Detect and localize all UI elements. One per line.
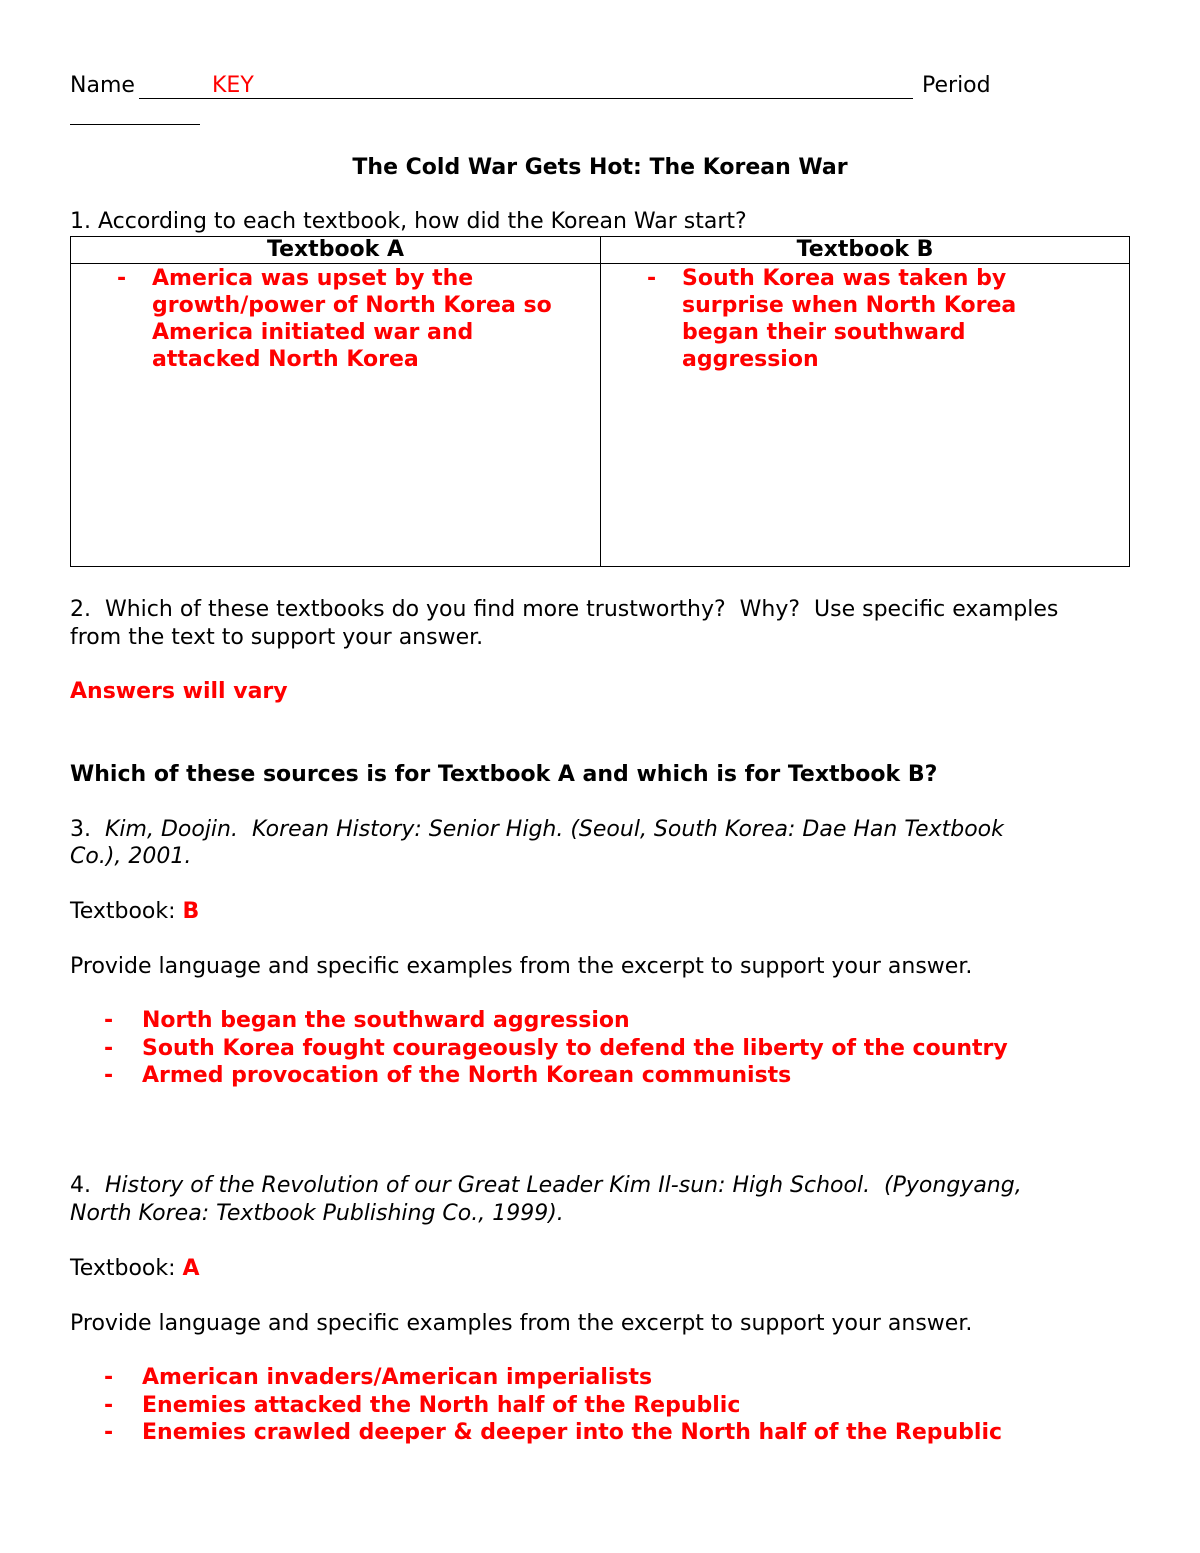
- q4-textbook-line: [70, 1255, 200, 1282]
- q3-citation-line2: Co.), 2001.: [70, 844, 192, 869]
- name-label: Name: [70, 73, 135, 98]
- list-item: - American invaders/American imperialists: [104, 1365, 653, 1390]
- list-item: - Armed provocation of the North Korean communists: [104, 1063, 792, 1088]
- table-cell-textbook-a: [71, 264, 601, 567]
- dash-bullet: -: [647, 266, 657, 291]
- q2-prompt-line1: 2. Which of these textbooks do you find more trustworthy? Why? Use specific examples: [70, 597, 1059, 622]
- page-title: The Cold War Gets Hot: The Korean War: [352, 155, 848, 180]
- answer-textbook-b: [601, 265, 1087, 373]
- q2-prompt-line2: from the text to support your answer.: [70, 625, 484, 650]
- q2-answer: Answers will vary: [70, 679, 288, 704]
- q1-prompt: 1. According to each textbook, how did the Korean War start?: [70, 209, 747, 234]
- q4-number: 4.: [70, 1173, 91, 1198]
- q3-textbook-label: Textbook:: [70, 899, 183, 924]
- list-item: - Enemies crawled deeper & deeper into the North half of the Republic: [104, 1420, 1003, 1445]
- q4-citation-line1: [70, 1172, 1022, 1199]
- table-header-textbook-b: Textbook B: [601, 237, 1130, 264]
- answer-text: America was upset by the growth/power of North Korea so America initiated war and attacked North Korea: [152, 266, 552, 372]
- list-item: - Enemies attacked the North half of the Republic: [104, 1392, 741, 1418]
- table-cell-textbook-b: [601, 264, 1130, 567]
- q3-citation-line1: [70, 816, 1004, 843]
- sources-heading: Which of these sources is for Textbook A and which is for Textbook B?: [70, 762, 938, 787]
- q4-provide-prompt: Provide language and specific examples from the excerpt to support your answer.: [70, 1311, 973, 1336]
- q4-textbook-label: Textbook:: [70, 1256, 183, 1281]
- list-item: - South Korea fought courageously to defend the liberty of the country: [104, 1035, 1008, 1061]
- answer-textbook-a: [71, 265, 557, 373]
- answer-text: South Korea was taken by surprise when North Korea began their southward aggression: [682, 266, 1017, 372]
- q3-citation: Kim, Doojin. Korean History: Senior High. (Seoul, South Korea: Dae Han Textbook: [105, 817, 1004, 842]
- q3-answer-list: [104, 1007, 1008, 1090]
- q4-answer-list: [104, 1364, 1002, 1447]
- name-underline: [139, 98, 913, 99]
- q4-citation: History of the Revolution of our Great Leader Kim Il-sun: High School. (Pyongyang,: [105, 1173, 1022, 1198]
- dash-bullet: -: [117, 266, 127, 291]
- table-header-textbook-a: Textbook A: [71, 237, 601, 264]
- name-value: KEY: [212, 73, 254, 98]
- q3-textbook-line: [70, 898, 199, 925]
- q1-comparison-table: [70, 236, 1130, 567]
- q3-provide-prompt: Provide language and specific examples from the excerpt to support your answer.: [70, 954, 973, 979]
- list-item: - North began the southward aggression: [104, 1008, 630, 1033]
- q4-citation-line2: North Korea: Textbook Publishing Co., 1999).: [70, 1201, 564, 1226]
- period-underline: [70, 124, 200, 125]
- q3-textbook-value: B: [182, 899, 200, 924]
- period-label: Period: [922, 73, 991, 98]
- q3-number: 3.: [70, 817, 91, 842]
- q4-textbook-value: A: [182, 1256, 200, 1281]
